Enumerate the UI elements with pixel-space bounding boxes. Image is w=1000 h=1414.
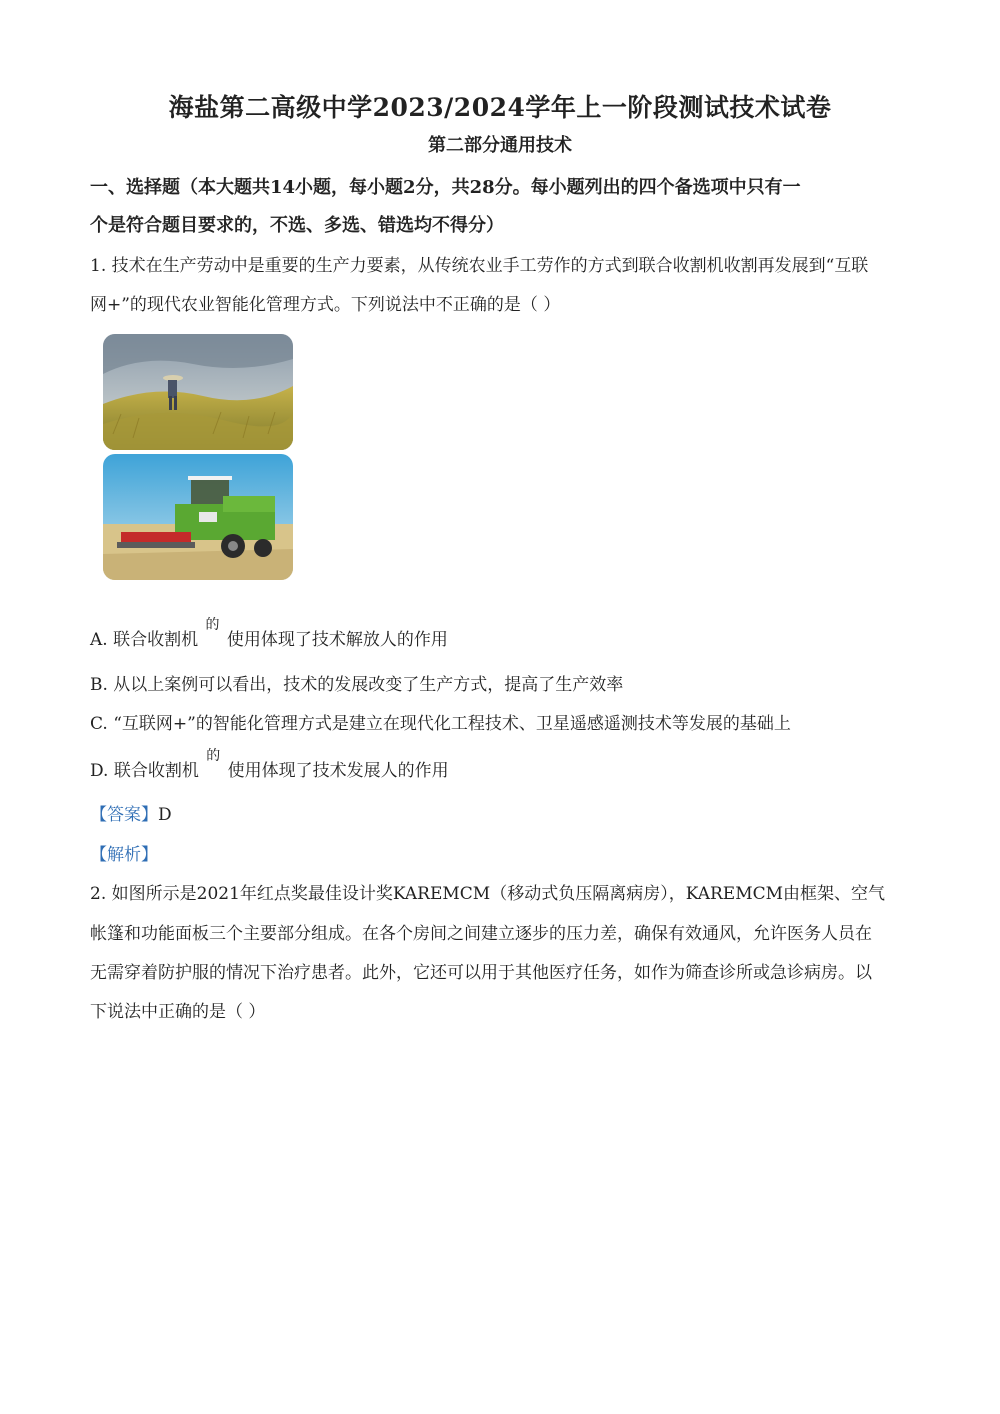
question2-line1: 2. 如图所示是2021年红点奖最佳设计奖KAREMCM（移动式负压隔离病房），KAREMCM由框架、空气	[90, 884, 886, 904]
farmer-field-photo	[103, 334, 293, 450]
question1-stem-line1: 1. 技术在生产劳动中是重要的生产力要素，从传统农业手工劳作的方式到联合收割机收割再发展到“互联	[90, 256, 869, 276]
analysis-label: 【解析】	[90, 845, 158, 865]
answer-label: 【答案】	[90, 805, 158, 825]
question1-stem-line2: 网+”的现代农业智能化管理方式。下列说法中不正确的是（ ）	[90, 295, 561, 315]
answer-line	[90, 800, 172, 825]
option-d	[90, 748, 449, 781]
question2-line4: 下说法中正确的是（ ）	[90, 1002, 266, 1022]
option-b: B. 从以上案例可以看出，技术的发展改变了生产方式，提高了生产效率	[90, 675, 624, 695]
analysis-line	[90, 840, 158, 865]
answer-value: D	[158, 805, 172, 825]
section-heading-line2: 个是符合题目要求的，不选、多选、错选均不得分）	[90, 215, 504, 236]
option-c: C. “互联网+”的智能化管理方式是建立在现代化工程技术、卫星遥感遥测技术等发展的基础上	[90, 714, 791, 734]
question2-line2: 帐篷和功能面板三个主要部分组成。在各个房间之间建立逐步的压力差，确保有效通风，允许医务人员在	[90, 924, 872, 944]
option-a-suffix: 使用体现了技术解放人的作用	[226, 630, 448, 650]
part-subtitle: 第二部分通用技术	[428, 135, 572, 156]
combine-harvester-photo	[103, 454, 293, 580]
option-a	[90, 617, 448, 650]
option-d-prefix: D. 联合收割机	[90, 761, 199, 781]
option-a-prefix: A. 联合收割机	[90, 630, 199, 650]
exam-title: 海盐第二高级中学2023/2024学年上一阶段测试技术试卷	[168, 93, 832, 122]
question2-line3: 无需穿着防护服的情况下治疗患者。此外，它还可以用于其他医疗任务，如作为筛查诊所或急诊病房。以	[90, 963, 872, 983]
section-heading-line1: 一、选择题（本大题共14小题，每小题2分，共28分。每小题列出的四个备选项中只有一	[90, 177, 801, 198]
option-d-superscript: 的	[206, 748, 221, 764]
option-d-suffix: 使用体现了技术发展人的作用	[227, 761, 449, 781]
option-a-superscript: 的	[205, 617, 220, 633]
